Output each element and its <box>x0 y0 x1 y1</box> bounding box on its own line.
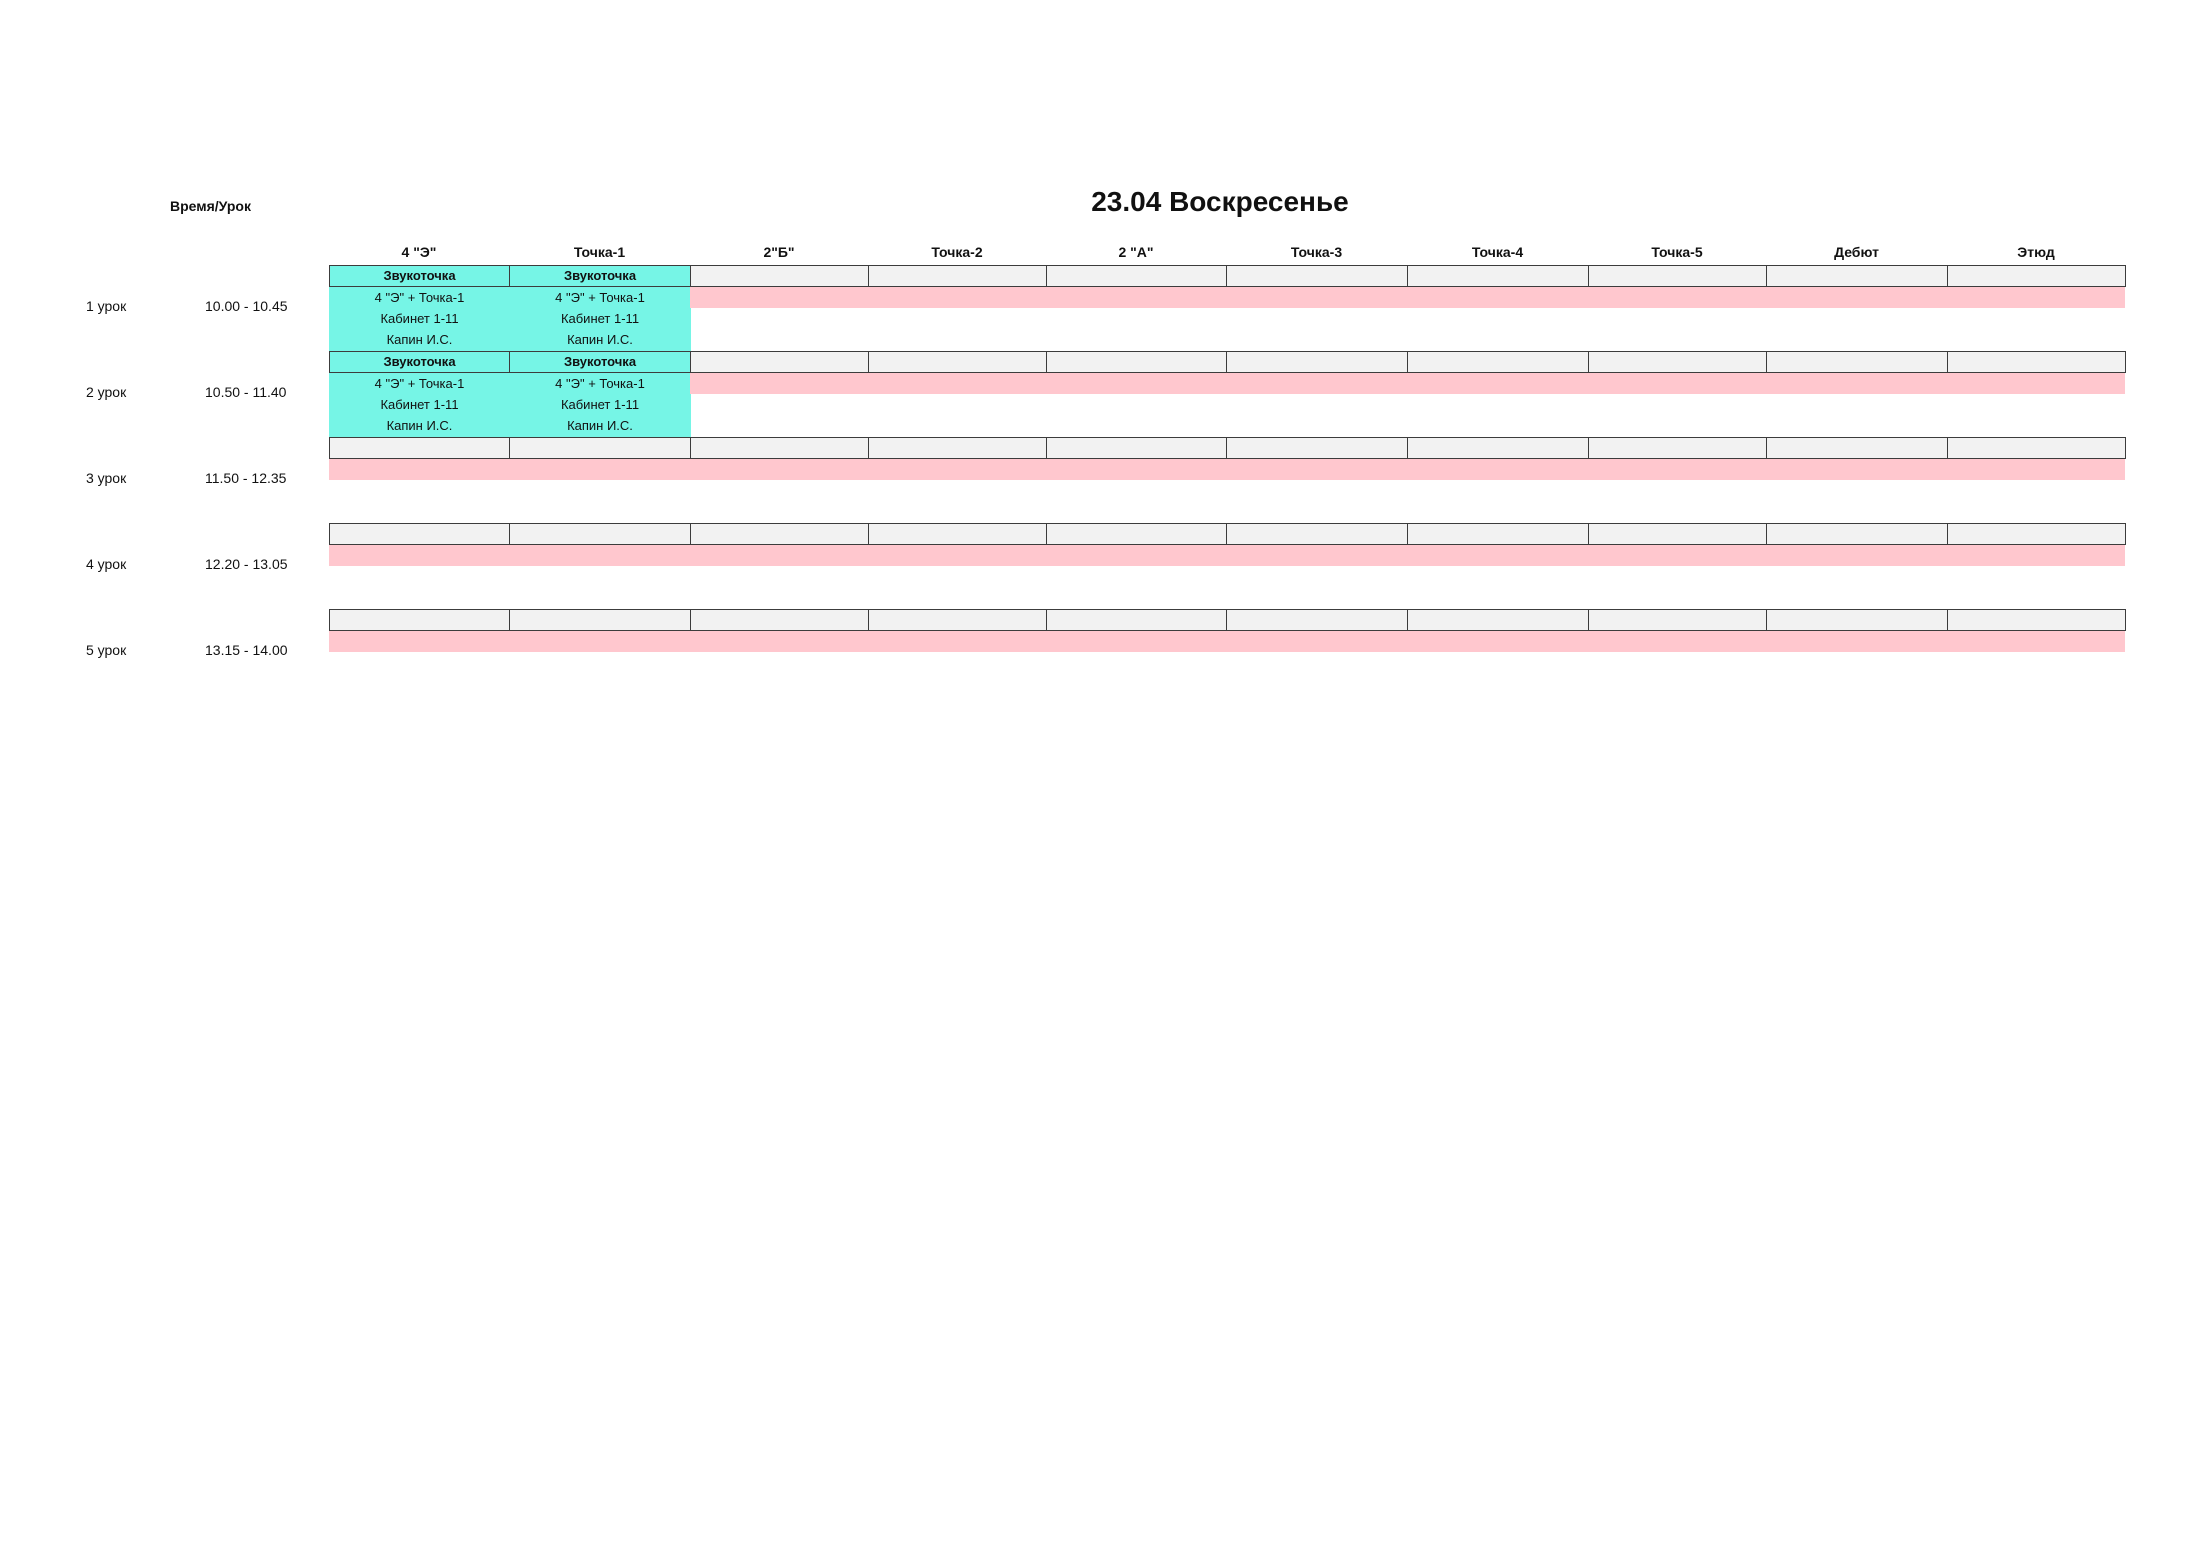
column-header: Точка-2 <box>931 244 983 260</box>
column-header: 2 "А" <box>1118 244 1154 260</box>
lesson-teacher: Капин И.С. <box>567 332 633 347</box>
empty-subject-cell[interactable] <box>1046 523 1227 545</box>
subject-cell[interactable]: Звукоточка <box>329 351 510 373</box>
empty-subject-cell[interactable] <box>1407 523 1589 545</box>
empty-subject-cell[interactable] <box>1407 265 1589 287</box>
lesson-cell-details[interactable] <box>329 373 510 437</box>
empty-subject-cell[interactable] <box>1046 351 1227 373</box>
empty-subject-cell[interactable] <box>1947 437 2126 459</box>
empty-subject-cell[interactable] <box>1046 265 1227 287</box>
lesson-label: 4 урок <box>86 556 127 572</box>
empty-subject-cell[interactable] <box>1407 609 1589 631</box>
empty-subject-cell[interactable] <box>1766 609 1948 631</box>
empty-subject-cell[interactable] <box>690 437 869 459</box>
lesson-room: Кабинет 1-11 <box>380 311 459 326</box>
lesson-time: 12.20 - 13.05 <box>205 556 288 572</box>
lesson-teacher: Капин И.С. <box>567 418 633 433</box>
lesson-time: 13.15 - 14.00 <box>205 642 288 658</box>
column-header: Этюд <box>2017 244 2055 260</box>
empty-lesson-row <box>329 545 2125 566</box>
column-header: Точка-3 <box>1290 244 1343 260</box>
empty-subject-cell[interactable] <box>1588 523 1767 545</box>
lesson-slot <box>329 437 2125 523</box>
empty-subject-cell[interactable] <box>509 523 691 545</box>
lesson-slot <box>329 265 2125 351</box>
lesson-group: 4 "Э" + Точка-1 <box>374 376 465 391</box>
empty-subject-cell[interactable] <box>1947 265 2126 287</box>
lesson-group: 4 "Э" + Точка-1 <box>555 290 645 305</box>
empty-subject-cell[interactable] <box>1226 523 1408 545</box>
empty-subject-cell[interactable] <box>1947 351 2126 373</box>
lesson-time: 10.50 - 11.40 <box>205 384 287 400</box>
column-header: Точка-5 <box>1651 244 1703 260</box>
column-header: Дебют <box>1834 244 1879 260</box>
empty-subject-cell[interactable] <box>1947 609 2126 631</box>
empty-subject-cell[interactable] <box>868 351 1047 373</box>
empty-subject-cell[interactable] <box>1226 265 1408 287</box>
lesson-label: 2 урок <box>86 384 127 400</box>
empty-subject-cell[interactable] <box>1766 523 1948 545</box>
lesson-slot <box>329 609 2125 695</box>
empty-subject-cell[interactable] <box>1407 351 1589 373</box>
lesson-cell-details[interactable] <box>509 373 691 437</box>
column-header: Точка-4 <box>1471 244 1524 260</box>
lesson-cell-details[interactable] <box>509 287 691 351</box>
column-header: 4 "Э" <box>401 244 437 260</box>
empty-lesson-row <box>329 631 2125 652</box>
subject-cell[interactable]: Звукоточка <box>509 351 691 373</box>
lesson-room: Кабинет 1-11 <box>560 311 640 326</box>
empty-subject-cell[interactable] <box>868 523 1047 545</box>
empty-subject-cell[interactable] <box>690 523 869 545</box>
subject-cell[interactable]: Звукоточка <box>329 265 510 287</box>
empty-subject-cell[interactable] <box>1766 351 1948 373</box>
lesson-teacher: Капин И.С. <box>386 332 453 347</box>
column-header: Точка-1 <box>573 244 626 260</box>
empty-subject-cell[interactable] <box>1588 351 1767 373</box>
empty-subject-cell[interactable] <box>1226 351 1408 373</box>
empty-subject-cell[interactable] <box>509 437 691 459</box>
empty-subject-cell[interactable] <box>1407 437 1589 459</box>
lesson-label: 3 урок <box>86 470 127 486</box>
lesson-slot <box>329 351 2125 437</box>
lesson-time: 11.50 - 12.35 <box>205 470 287 486</box>
empty-lesson-row <box>690 373 2125 394</box>
empty-subject-cell[interactable] <box>690 351 869 373</box>
empty-lesson-row <box>690 287 2125 308</box>
empty-subject-cell[interactable] <box>1588 437 1767 459</box>
empty-subject-cell[interactable] <box>690 265 869 287</box>
lesson-label: 1 урок <box>86 298 127 314</box>
empty-subject-cell[interactable] <box>868 437 1047 459</box>
column-header: 2"Б" <box>763 244 795 260</box>
empty-subject-cell[interactable] <box>1947 523 2126 545</box>
lesson-group: 4 "Э" + Точка-1 <box>374 290 465 305</box>
page-title: 23.04 Воскресенье <box>1091 186 1349 217</box>
lesson-teacher: Капин И.С. <box>386 418 453 433</box>
empty-subject-cell[interactable] <box>1766 437 1948 459</box>
empty-subject-cell[interactable] <box>1766 265 1948 287</box>
empty-subject-cell[interactable] <box>1588 609 1767 631</box>
empty-subject-cell[interactable] <box>690 609 869 631</box>
empty-subject-cell[interactable] <box>868 265 1047 287</box>
empty-subject-cell[interactable] <box>1226 437 1408 459</box>
empty-subject-cell[interactable] <box>329 523 510 545</box>
lesson-time: 10.00 - 10.45 <box>205 298 288 314</box>
empty-subject-cell[interactable] <box>509 609 691 631</box>
empty-subject-cell[interactable] <box>868 609 1047 631</box>
lesson-room: Кабинет 1-11 <box>560 397 640 412</box>
lesson-room: Кабинет 1-11 <box>380 397 459 412</box>
empty-subject-cell[interactable] <box>1226 609 1408 631</box>
empty-subject-cell[interactable] <box>1588 265 1767 287</box>
empty-subject-cell[interactable] <box>1046 609 1227 631</box>
empty-subject-cell[interactable] <box>1046 437 1227 459</box>
lesson-cell-details[interactable] <box>329 287 510 351</box>
time-lesson-header: Время/Урок <box>170 198 251 214</box>
lesson-group: 4 "Э" + Точка-1 <box>555 376 645 391</box>
empty-subject-cell[interactable] <box>329 437 510 459</box>
empty-lesson-row <box>329 459 2125 480</box>
lesson-label: 5 урок <box>86 642 127 658</box>
empty-subject-cell[interactable] <box>329 609 510 631</box>
lesson-slot <box>329 523 2125 609</box>
subject-cell[interactable]: Звукоточка <box>509 265 691 287</box>
